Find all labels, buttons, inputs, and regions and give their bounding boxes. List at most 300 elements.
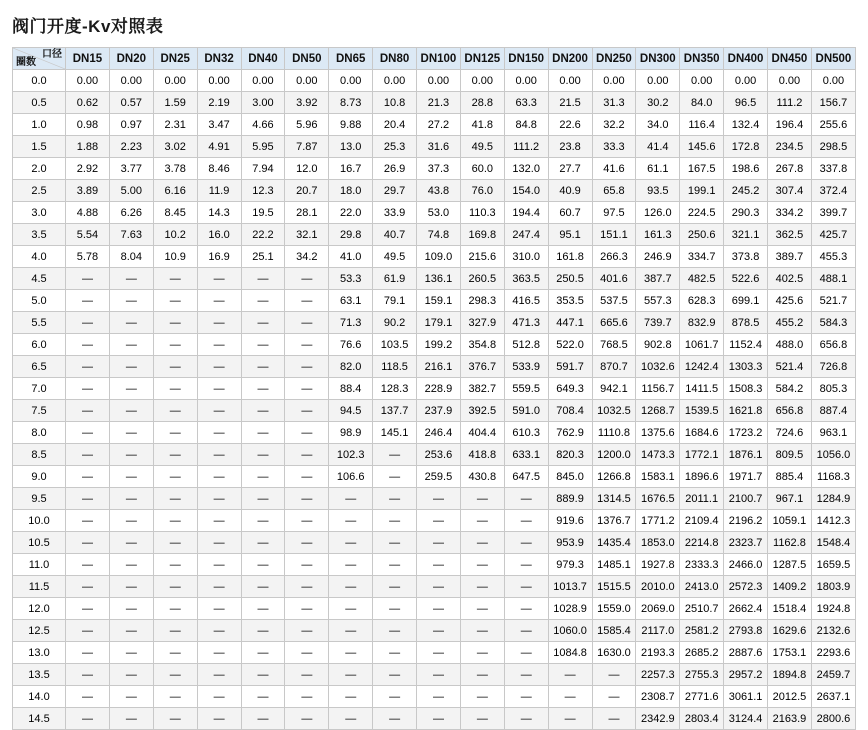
table-cell: — <box>417 708 461 730</box>
table-cell: 1156.7 <box>636 378 680 400</box>
table-cell: 699.1 <box>724 290 768 312</box>
table-cell: 95.1 <box>548 224 592 246</box>
table-cell: 198.6 <box>724 158 768 180</box>
table-row <box>13 312 856 334</box>
table-cell: 2637.1 <box>811 686 855 708</box>
table-cell: — <box>417 554 461 576</box>
table-cell: 0.00 <box>504 70 548 92</box>
table-cell: — <box>329 708 373 730</box>
table-cell: 215.6 <box>460 246 504 268</box>
table-cell: 455.3 <box>811 246 855 268</box>
table-cell: 23.8 <box>548 136 592 158</box>
table-cell: 7.94 <box>241 158 285 180</box>
table-cell: 1676.5 <box>636 488 680 510</box>
table-cell: — <box>197 642 241 664</box>
table-cell: 310.0 <box>504 246 548 268</box>
table-cell: — <box>329 554 373 576</box>
table-row <box>13 224 856 246</box>
table-cell: — <box>241 598 285 620</box>
table-row <box>13 92 856 114</box>
corner-header-cell <box>13 48 66 70</box>
table-cell: 1894.8 <box>768 664 812 686</box>
table-cell: 870.7 <box>592 356 636 378</box>
table-cell: — <box>197 378 241 400</box>
table-row <box>13 664 856 686</box>
table-cell: — <box>109 334 153 356</box>
table-cell: 1059.1 <box>768 510 812 532</box>
table-cell: 6.26 <box>109 202 153 224</box>
column-header-dn125: DN125 <box>460 48 504 70</box>
table-cell: — <box>66 642 110 664</box>
table-cell: 521.7 <box>811 290 855 312</box>
table-cell: 31.3 <box>592 92 636 114</box>
table-cell: — <box>373 488 417 510</box>
table-cell: 354.8 <box>460 334 504 356</box>
table-cell: 2323.7 <box>724 532 768 554</box>
table-cell: 116.4 <box>680 114 724 136</box>
table-cell: 1375.6 <box>636 422 680 444</box>
table-cell: — <box>241 422 285 444</box>
table-cell: — <box>197 466 241 488</box>
table-cell: — <box>285 532 329 554</box>
header-row <box>13 48 856 70</box>
table-cell: 1518.4 <box>768 598 812 620</box>
table-cell: 16.9 <box>197 246 241 268</box>
row-header-turns: 2.5 <box>13 180 66 202</box>
table-cell: — <box>109 576 153 598</box>
table-cell: 2685.2 <box>680 642 724 664</box>
table-cell: 2581.2 <box>680 620 724 642</box>
table-cell: 179.1 <box>417 312 461 334</box>
table-cell: 628.3 <box>680 290 724 312</box>
table-row <box>13 598 856 620</box>
table-row <box>13 268 856 290</box>
table-cell: — <box>504 664 548 686</box>
table-cell: 5.54 <box>66 224 110 246</box>
table-cell: — <box>329 488 373 510</box>
table-cell: — <box>66 576 110 598</box>
table-cell: 2662.4 <box>724 598 768 620</box>
column-header-dn50: DN50 <box>285 48 329 70</box>
table-cell: 0.00 <box>680 70 724 92</box>
table-cell: 3.00 <box>241 92 285 114</box>
table-cell: 60.0 <box>460 158 504 180</box>
table-row <box>13 202 856 224</box>
table-cell: 32.1 <box>285 224 329 246</box>
table-cell: 93.5 <box>636 180 680 202</box>
table-cell: 401.6 <box>592 268 636 290</box>
table-cell: — <box>241 444 285 466</box>
table-cell: 2342.9 <box>636 708 680 730</box>
table-cell: 1630.0 <box>592 642 636 664</box>
table-cell: 8.46 <box>197 158 241 180</box>
table-cell: 237.9 <box>417 400 461 422</box>
table-cell: — <box>66 356 110 378</box>
table-cell: — <box>241 576 285 598</box>
table-cell: 979.3 <box>548 554 592 576</box>
table-cell: — <box>285 378 329 400</box>
table-cell: — <box>373 576 417 598</box>
table-cell: 97.5 <box>592 202 636 224</box>
table-row <box>13 158 856 180</box>
table-cell: — <box>285 488 329 510</box>
table-cell: 7.63 <box>109 224 153 246</box>
table-cell: 53.0 <box>417 202 461 224</box>
table-cell: 1110.8 <box>592 422 636 444</box>
table-cell: 708.4 <box>548 400 592 422</box>
table-cell: 1376.7 <box>592 510 636 532</box>
table-cell: — <box>460 664 504 686</box>
table-cell: 79.1 <box>373 290 417 312</box>
row-header-turns: 10.0 <box>13 510 66 532</box>
table-cell: — <box>197 532 241 554</box>
table-cell: 1.88 <box>66 136 110 158</box>
table-cell: 963.1 <box>811 422 855 444</box>
table-cell: 1060.0 <box>548 620 592 642</box>
table-cell: 656.8 <box>768 400 812 422</box>
table-cell: 2803.4 <box>680 708 724 730</box>
table-cell: — <box>241 532 285 554</box>
table-cell: 10.8 <box>373 92 417 114</box>
table-cell: 1971.7 <box>724 466 768 488</box>
table-cell: 656.8 <box>811 334 855 356</box>
table-cell: 665.6 <box>592 312 636 334</box>
table-cell: 2.31 <box>153 114 197 136</box>
table-cell: — <box>460 686 504 708</box>
table-cell: — <box>66 554 110 576</box>
table-cell: 1303.3 <box>724 356 768 378</box>
table-cell: — <box>241 268 285 290</box>
table-cell: 63.1 <box>329 290 373 312</box>
table-cell: 41.6 <box>592 158 636 180</box>
table-cell: 199.1 <box>680 180 724 202</box>
column-header-dn150: DN150 <box>504 48 548 70</box>
table-cell: — <box>109 554 153 576</box>
row-header-turns: 14.0 <box>13 686 66 708</box>
table-cell: — <box>285 466 329 488</box>
table-cell: 12.3 <box>241 180 285 202</box>
table-cell: 953.9 <box>548 532 592 554</box>
table-cell: — <box>109 664 153 686</box>
table-cell: 1411.5 <box>680 378 724 400</box>
table-cell: 27.7 <box>548 158 592 180</box>
table-cell: 1268.7 <box>636 400 680 422</box>
table-cell: 1585.4 <box>592 620 636 642</box>
table-cell: — <box>285 400 329 422</box>
row-header-turns: 0.0 <box>13 70 66 92</box>
table-cell: 3061.1 <box>724 686 768 708</box>
row-header-turns: 7.0 <box>13 378 66 400</box>
table-cell: — <box>329 686 373 708</box>
table-cell: 0.00 <box>109 70 153 92</box>
row-header-turns: 5.0 <box>13 290 66 312</box>
table-cell: — <box>153 576 197 598</box>
table-cell: — <box>285 268 329 290</box>
table-cell: 1.59 <box>153 92 197 114</box>
table-cell: 5.78 <box>66 246 110 268</box>
table-cell: — <box>241 510 285 532</box>
table-cell: 253.6 <box>417 444 461 466</box>
row-header-turns: 13.5 <box>13 664 66 686</box>
table-cell: — <box>504 642 548 664</box>
table-cell: — <box>460 642 504 664</box>
row-header-turns: 9.0 <box>13 466 66 488</box>
table-cell: 0.00 <box>373 70 417 92</box>
table-cell: 145.6 <box>680 136 724 158</box>
table-cell: 10.9 <box>153 246 197 268</box>
column-header-dn200: DN200 <box>548 48 592 70</box>
table-cell: — <box>109 356 153 378</box>
table-cell: 820.3 <box>548 444 592 466</box>
table-cell: 260.5 <box>460 268 504 290</box>
table-cell: 2.92 <box>66 158 110 180</box>
table-cell: 128.3 <box>373 378 417 400</box>
table-cell: — <box>153 444 197 466</box>
table-cell: — <box>66 620 110 642</box>
table-cell: 76.0 <box>460 180 504 202</box>
table-cell: 33.3 <box>592 136 636 158</box>
table-cell: 228.9 <box>417 378 461 400</box>
table-cell: — <box>504 488 548 510</box>
table-row <box>13 576 856 598</box>
table-cell: — <box>109 686 153 708</box>
table-cell: 762.9 <box>548 422 592 444</box>
table-cell: — <box>153 378 197 400</box>
table-cell: — <box>504 532 548 554</box>
table-cell: 110.3 <box>460 202 504 224</box>
table-cell: 327.9 <box>460 312 504 334</box>
table-cell: — <box>504 510 548 532</box>
table-cell: — <box>329 532 373 554</box>
table-cell: 471.3 <box>504 312 548 334</box>
table-cell: — <box>373 532 417 554</box>
table-cell: — <box>197 312 241 334</box>
table-cell: — <box>153 532 197 554</box>
table-cell: 18.0 <box>329 180 373 202</box>
table-cell: 1162.8 <box>768 532 812 554</box>
table-cell: — <box>109 268 153 290</box>
table-cell: 76.6 <box>329 334 373 356</box>
table-cell: — <box>197 598 241 620</box>
table-cell: 109.0 <box>417 246 461 268</box>
table-cell: 132.4 <box>724 114 768 136</box>
table-cell: — <box>417 532 461 554</box>
table-cell: 610.3 <box>504 422 548 444</box>
table-cell: — <box>460 532 504 554</box>
table-cell: 5.00 <box>109 180 153 202</box>
table-cell: 246.9 <box>636 246 680 268</box>
table-cell: — <box>417 620 461 642</box>
table-cell: 878.5 <box>724 312 768 334</box>
table-cell: 2100.7 <box>724 488 768 510</box>
table-cell: 1168.3 <box>811 466 855 488</box>
table-cell: 633.1 <box>504 444 548 466</box>
table-cell: 2793.8 <box>724 620 768 642</box>
table-cell: 84.0 <box>680 92 724 114</box>
table-cell: 404.4 <box>460 422 504 444</box>
table-cell: 102.3 <box>329 444 373 466</box>
table-cell: 5.95 <box>241 136 285 158</box>
table-cell: — <box>417 642 461 664</box>
table-cell: — <box>329 510 373 532</box>
table-cell: — <box>504 686 548 708</box>
table-cell: 41.4 <box>636 136 680 158</box>
table-cell: — <box>241 642 285 664</box>
table-cell: — <box>197 422 241 444</box>
table-cell: — <box>329 664 373 686</box>
row-header-turns: 10.5 <box>13 532 66 554</box>
table-cell: 887.4 <box>811 400 855 422</box>
table-cell: — <box>109 444 153 466</box>
table-cell: 84.8 <box>504 114 548 136</box>
table-cell: 447.1 <box>548 312 592 334</box>
table-cell: 145.1 <box>373 422 417 444</box>
table-cell: 3.89 <box>66 180 110 202</box>
table-cell: — <box>285 598 329 620</box>
table-row <box>13 554 856 576</box>
table-cell: 512.8 <box>504 334 548 356</box>
table-cell: — <box>66 664 110 686</box>
table-cell: — <box>153 598 197 620</box>
table-cell: — <box>109 290 153 312</box>
table-cell: — <box>285 334 329 356</box>
table-cell: 1659.5 <box>811 554 855 576</box>
table-cell: 2333.3 <box>680 554 724 576</box>
table-cell: — <box>285 444 329 466</box>
table-cell: 266.3 <box>592 246 636 268</box>
table-cell: 216.1 <box>417 356 461 378</box>
table-cell: — <box>417 488 461 510</box>
table-cell: 3.78 <box>153 158 197 180</box>
table-cell: 3.92 <box>285 92 329 114</box>
table-cell: 2572.3 <box>724 576 768 598</box>
table-cell: 2010.0 <box>636 576 680 598</box>
table-cell: 27.2 <box>417 114 461 136</box>
table-cell: 151.1 <box>592 224 636 246</box>
table-cell: 2771.6 <box>680 686 724 708</box>
table-cell: — <box>109 422 153 444</box>
table-cell: 334.7 <box>680 246 724 268</box>
table-cell: 1548.4 <box>811 532 855 554</box>
table-cell: 809.5 <box>768 444 812 466</box>
table-cell: — <box>153 268 197 290</box>
table-cell: — <box>66 268 110 290</box>
table-cell: — <box>109 378 153 400</box>
table-cell: 430.8 <box>460 466 504 488</box>
table-row <box>13 708 856 730</box>
table-cell: 34.2 <box>285 246 329 268</box>
table-cell: 1803.9 <box>811 576 855 598</box>
table-cell: — <box>285 290 329 312</box>
table-cell: 19.5 <box>241 202 285 224</box>
row-header-turns: 1.0 <box>13 114 66 136</box>
corner-label-diameter: 口径 <box>42 49 62 60</box>
table-cell: — <box>504 708 548 730</box>
table-cell: 10.2 <box>153 224 197 246</box>
table-cell: 88.4 <box>329 378 373 400</box>
table-cell: 2214.8 <box>680 532 724 554</box>
table-cell: 2293.6 <box>811 642 855 664</box>
table-cell: — <box>241 620 285 642</box>
table-cell: 41.8 <box>460 114 504 136</box>
table-cell: 522.6 <box>724 268 768 290</box>
table-cell: 902.8 <box>636 334 680 356</box>
table-cell: 2755.3 <box>680 664 724 686</box>
row-header-turns: 8.5 <box>13 444 66 466</box>
table-cell: — <box>417 510 461 532</box>
table-cell: — <box>153 686 197 708</box>
table-cell: — <box>153 488 197 510</box>
table-cell: — <box>66 708 110 730</box>
table-cell: 159.1 <box>417 290 461 312</box>
table-cell: — <box>285 356 329 378</box>
table-cell: 1772.1 <box>680 444 724 466</box>
table-cell: 8.73 <box>329 92 373 114</box>
table-cell: 768.5 <box>592 334 636 356</box>
table-cell: 591.7 <box>548 356 592 378</box>
table-cell: — <box>373 664 417 686</box>
table-cell: — <box>153 708 197 730</box>
row-header-turns: 11.0 <box>13 554 66 576</box>
table-cell: — <box>285 312 329 334</box>
table-cell: 3.77 <box>109 158 153 180</box>
table-cell: 247.4 <box>504 224 548 246</box>
table-cell: 21.5 <box>548 92 592 114</box>
table-cell: — <box>329 598 373 620</box>
table-cell: 584.2 <box>768 378 812 400</box>
table-cell: 22.6 <box>548 114 592 136</box>
table-cell: 40.7 <box>373 224 417 246</box>
table-cell: 49.5 <box>460 136 504 158</box>
row-header-turns: 3.5 <box>13 224 66 246</box>
table-row <box>13 180 856 202</box>
table-cell: 2510.7 <box>680 598 724 620</box>
table-cell: — <box>153 466 197 488</box>
table-cell: 22.2 <box>241 224 285 246</box>
table-cell: 259.5 <box>417 466 461 488</box>
table-cell: — <box>66 312 110 334</box>
table-cell: — <box>153 356 197 378</box>
row-header-turns: 1.5 <box>13 136 66 158</box>
table-cell: — <box>109 532 153 554</box>
table-cell: 1771.2 <box>636 510 680 532</box>
table-cell: 0.00 <box>241 70 285 92</box>
table-row <box>13 290 856 312</box>
table-cell: 2308.7 <box>636 686 680 708</box>
table-cell: 967.1 <box>768 488 812 510</box>
table-cell: 94.5 <box>329 400 373 422</box>
table-body <box>13 70 856 730</box>
table-cell: 845.0 <box>548 466 592 488</box>
valve-kv-table <box>12 47 856 730</box>
column-header-dn25: DN25 <box>153 48 197 70</box>
column-header-dn100: DN100 <box>417 48 461 70</box>
table-cell: 194.4 <box>504 202 548 224</box>
table-cell: — <box>153 642 197 664</box>
table-cell: — <box>197 290 241 312</box>
table-cell: — <box>460 620 504 642</box>
table-cell: 3.47 <box>197 114 241 136</box>
table-cell: 1266.8 <box>592 466 636 488</box>
table-cell: — <box>66 444 110 466</box>
table-row <box>13 466 856 488</box>
table-cell: 1061.7 <box>680 334 724 356</box>
column-header-dn500: DN500 <box>811 48 855 70</box>
table-cell: 885.4 <box>768 466 812 488</box>
table-cell: 1485.1 <box>592 554 636 576</box>
table-cell: — <box>504 576 548 598</box>
table-cell: 559.5 <box>504 378 548 400</box>
